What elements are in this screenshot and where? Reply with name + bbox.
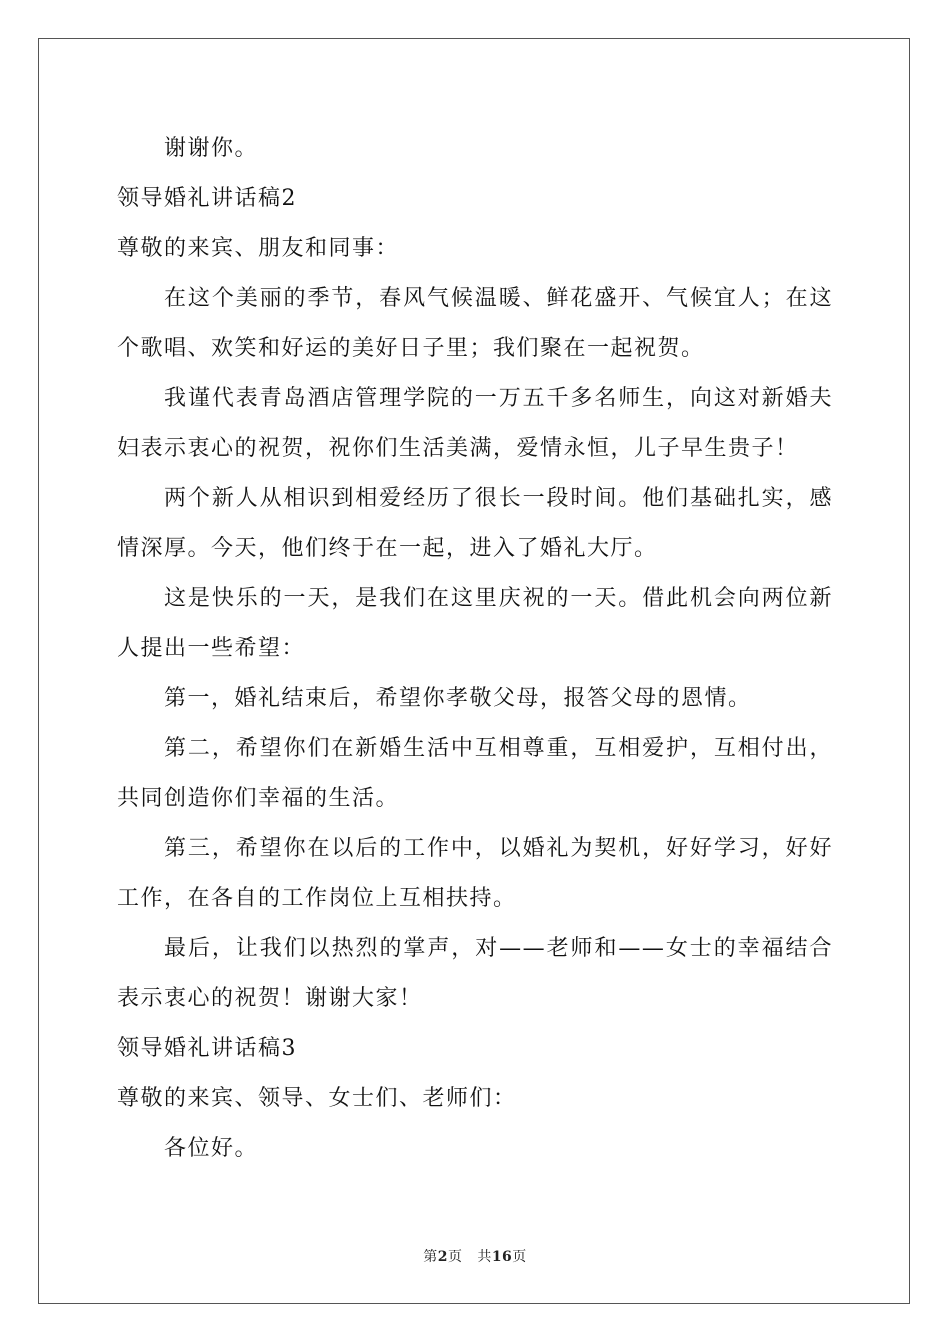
paragraph-line: 个歌唱、欢笑和好运的美好日子里；我们聚在一起祝贺。 [117,336,705,361]
paragraph-line: 谢谢你。 [164,136,259,161]
paragraph-line: 人提出一些希望： [117,636,306,661]
paragraph-line: 第二，希望你们在新婚生活中互相尊重，互相爱护，互相付出， [164,736,833,761]
salutation-line: 尊敬的来宾、领导、女士们、老师们： [117,1086,517,1111]
total-pages: 16 [491,1249,513,1265]
page-footer [0,1246,950,1266]
section-heading: 领导婚礼讲话稿3 [117,1036,297,1061]
paragraph-line: 第一，婚礼结束后，希望你孝敬父母，报答父母的恩情。 [164,686,752,711]
paragraph-line: 情深厚。今天，他们终于在一起，进入了婚礼大厅。 [117,536,658,561]
document-body [117,124,833,1174]
paragraph-line: 第三，希望你在以后的工作中，以婚礼为契机，好好学习，好好 [164,836,833,861]
section-heading: 领导婚礼讲话稿2 [117,186,297,211]
paragraph-line: 我谨代表青岛酒店管理学院的一万五千多名师生，向这对新婚夫 [164,386,833,411]
salutation-line: 尊敬的来宾、朋友和同事： [117,236,400,261]
paragraph-line: 表示衷心的祝贺！谢谢大家！ [117,986,423,1011]
paragraph-line: 工作，在各自的工作岗位上互相扶持。 [117,886,517,911]
paragraph-line: 最后，让我们以热烈的掌声，对——老师和——女士的幸福结合 [164,936,833,961]
paragraph-line: 妇表示衷心的祝贺，祝你们生活美满，爱情永恒，儿子早生贵子！ [117,436,799,461]
page-prefix: 第 [423,1249,438,1265]
page-suffix: 页 [447,1249,463,1265]
total-suffix: 页 [512,1249,527,1265]
page-number: 2 [437,1249,448,1265]
total-prefix: 共 [477,1249,492,1265]
paragraph-line: 在这个美丽的季节，春风气候温暖、鲜花盛开、气候宜人；在这 [164,286,833,311]
paragraph-line: 共同创造你们幸福的生活。 [117,786,400,811]
paragraph-line: 各位好。 [164,1136,259,1161]
paragraph-line: 这是快乐的一天，是我们在这里庆祝的一天。借此机会向两位新 [164,586,833,611]
paragraph-line: 两个新人从相识到相爱经历了很长一段时间。他们基础扎实，感 [164,486,833,511]
